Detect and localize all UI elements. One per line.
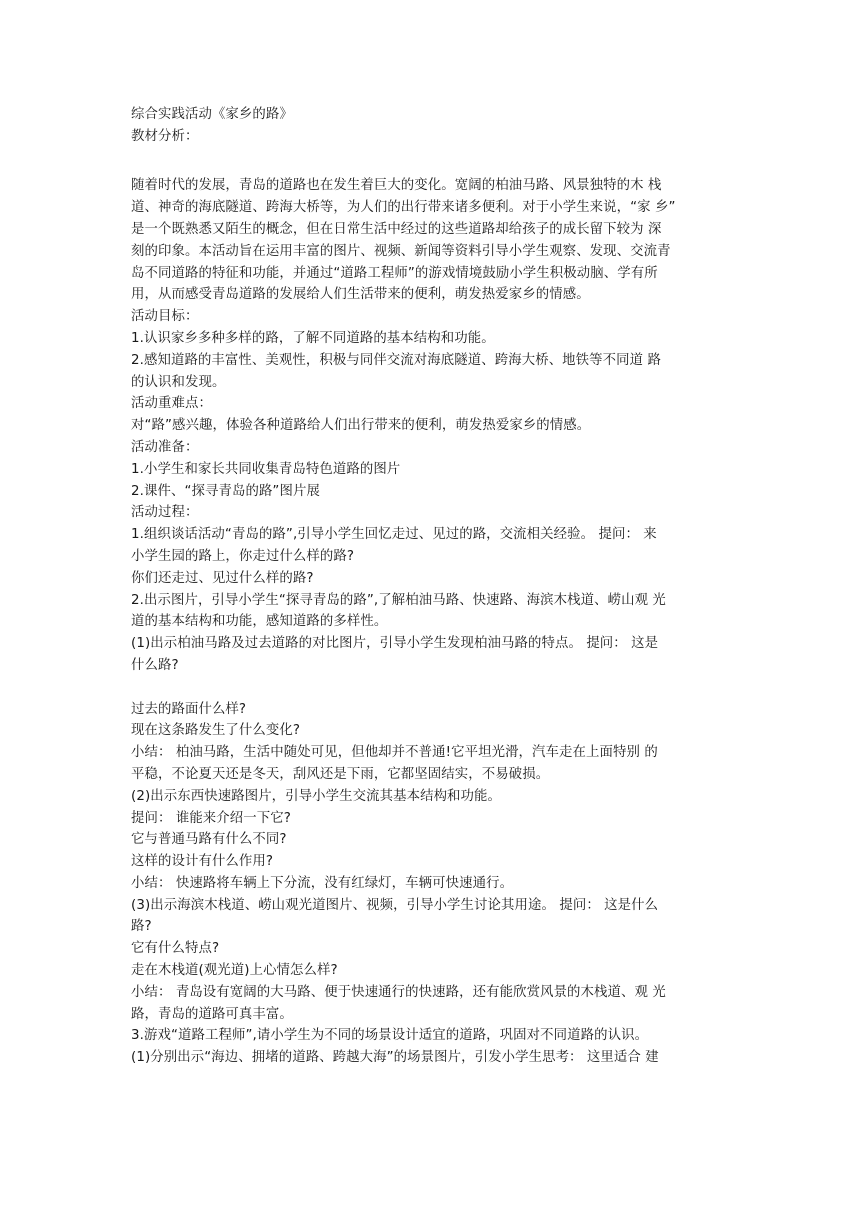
step-line: 路? bbox=[131, 919, 152, 935]
document-title: 综合实践活动《家乡的路》 bbox=[131, 107, 293, 122]
step-line: 小学生园的路上，你走过什么样的路? bbox=[131, 548, 355, 564]
goal-item: 的认识和发现。 bbox=[131, 374, 226, 390]
prep-item: 2.课件、“探寻青岛的路”图片展 bbox=[131, 483, 320, 499]
summary-line: 小结： 柏油马路，生活中随处可见，但他却并不普通!它平坦光滑，汽车走在上面特别 的 bbox=[131, 745, 658, 761]
prep-item: 1.小学生和家长共同收集青岛特色道路的图片 bbox=[131, 461, 401, 477]
step-line: (1)分别出示“海边、拥堵的道路、跨越大海”的场景图片，引发小学生思考： 这里适合 建 bbox=[131, 1050, 659, 1066]
intro-line: 用，从而感受青岛道路的发展给人们生活带来的便利，萌发热爱家乡的情感。 bbox=[131, 287, 590, 303]
document-page bbox=[131, 104, 731, 1069]
intro-line: 道、神奇的海底隧道、跨海大桥等，为人们的出行带来诸多便利。对于小学生来说，“家 乡” bbox=[131, 200, 676, 216]
analysis-heading: 教材分析： bbox=[131, 128, 199, 144]
question-line: 它与普通马路有什么不同? bbox=[131, 832, 287, 848]
summary-line: 平稳，不论夏天还是冬天，刮风还是下雨，它都坚固结实，不易破损。 bbox=[131, 766, 550, 782]
summary-line: 小结： 青岛设有宽阔的大马路、便于快速通行的快速路，还有能欣赏风景的木栈道、观 光 bbox=[131, 984, 666, 1000]
summary-line: 路，青岛的道路可真丰富。 bbox=[131, 1006, 293, 1022]
intro-line: 刻的印象。本活动旨在运用丰富的图片、视频、新闻等资料引导小学生观察、发现、交流青 bbox=[131, 243, 671, 259]
process-heading: 活动过程： bbox=[131, 505, 199, 521]
question-line: 走在木栈道(观光道)上心情怎么样? bbox=[131, 963, 338, 979]
summary-line: 小结： 快速路将车辆上下分流，没有红绿灯，车辆可快速通行。 bbox=[131, 875, 514, 891]
intro-line: 随着时代的发展，青岛的道路也在发生着巨大的变化。宽阔的柏油马路、风景独特的木 栈 bbox=[131, 178, 662, 194]
intro-line: 岛不同道路的特征和功能，并通过“道路工程师”的游戏情境鼓励小学生积极动脑、学有所 bbox=[131, 265, 658, 281]
question-line: 现在这条路发生了什么变化? bbox=[131, 723, 301, 739]
step-line: (3)出示海滨木栈道、崂山观光道图片、视频，引导小学生讨论其用途。 提问： 这是什么 bbox=[131, 897, 659, 913]
key-text: 对“路”感兴趣，体验各种道路给人们出行带来的便利，萌发热爱家乡的情感。 bbox=[131, 418, 591, 434]
prep-heading: 活动准备： bbox=[131, 439, 199, 455]
question-line: 过去的路面什么样? bbox=[131, 701, 247, 717]
question-line: 提问： 谁能来介绍一下它? bbox=[131, 810, 291, 826]
goal-item: 1.认识家乡多种多样的路，了解不同道路的基本结构和功能。 bbox=[131, 330, 495, 346]
goals-heading: 活动目标： bbox=[131, 309, 199, 325]
step-line: 道的基本结构和功能，感知道路的多样性。 bbox=[131, 614, 388, 630]
step-line: 2.出示图片，引导小学生“探寻青岛的路”,了解柏油马路、快速路、海滨木栈道、崂山观 光 bbox=[131, 592, 666, 608]
key-heading: 活动重难点： bbox=[131, 396, 212, 412]
question-line: 这样的设计有什么作用? bbox=[131, 854, 274, 870]
step-line: 什么路? bbox=[131, 657, 179, 673]
step-line: 3.游戏“道路工程师”,请小学生为不同的场景设计适宜的道路，巩固对不同道路的认识。 bbox=[131, 1028, 649, 1044]
step-line: (1)出示柏油马路及过去道路的对比图片，引导小学生发现柏油马路的特点。 提问： 这是 bbox=[131, 636, 659, 652]
step-line: 你们还走过、见过什么样的路? bbox=[131, 570, 314, 586]
step-line: 1.组织谈话活动“青岛的路”,引导小学生回忆走过、见过的路，交流相关经验。 提问： 来 bbox=[131, 527, 657, 543]
spacer bbox=[131, 677, 731, 699]
step-line: (2)出示东西快速路图片，引导小学生交流其基本结构和功能。 bbox=[131, 788, 502, 804]
spacer bbox=[131, 148, 731, 170]
question-line: 它有什么特点? bbox=[131, 941, 220, 957]
goal-item: 2.感知道路的丰富性、美观性，积极与同伴交流对海底隧道、跨海大桥、地铁等不同道 路 bbox=[131, 352, 661, 368]
intro-line: 是一个既熟悉又陌生的概念，但在日常生活中经过的这些道路却给孩子的成长留下较为 深 bbox=[131, 221, 662, 237]
